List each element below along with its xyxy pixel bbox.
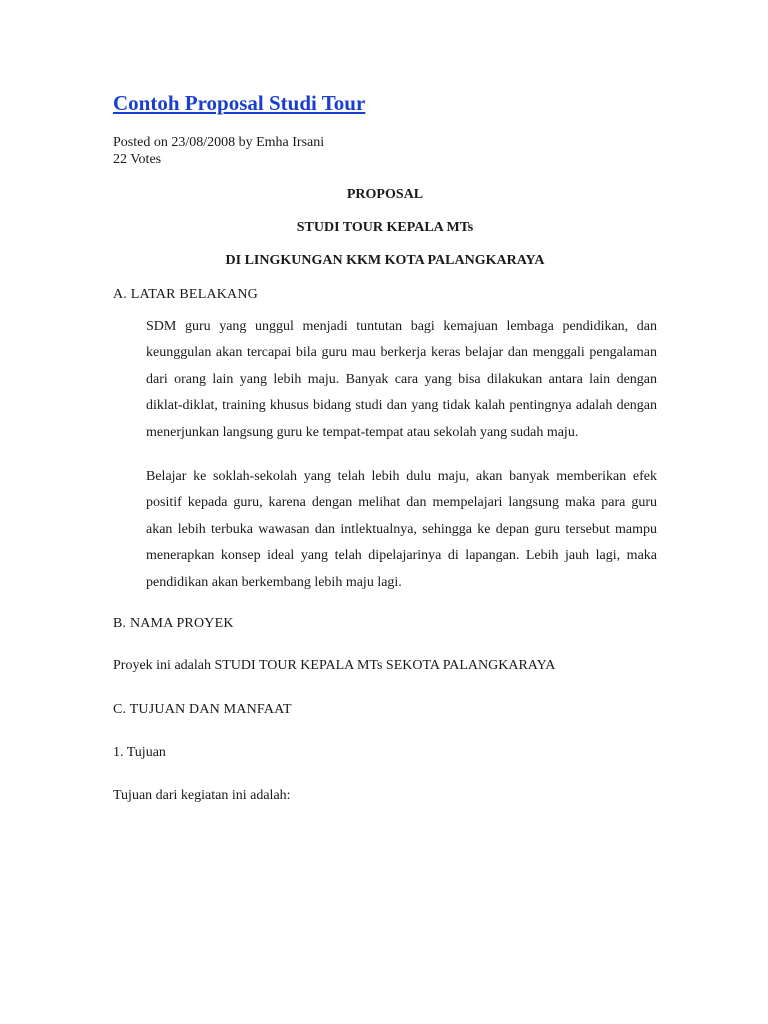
paragraph-latar-belakang-2: Belajar ke soklah-sekolah yang telah lebih dulu maju, akan banyak memberikan efek positif kepada guru, karena dengan melihat dan mempelajari langsung maka para guru akan lebih terbuka wawasan dan intlektualnya, sehingga ke depan guru tersebut mampu menerapkan konsep ideal yang telah dipelajarinya di lapangan. Lebih jauh lagi, maka pendidikan akan berkembang lebih maju lagi. [146, 469, 657, 590]
subsection-tujuan: 1. Tujuan [113, 745, 166, 761]
paragraph-nama-proyek: Proyek ini adalah STUDI TOUR KEPALA MTs SEKOTA PALANGKARAYA [113, 658, 556, 674]
doc-heading-studi-tour: STUDI TOUR KEPALA MTs [296, 220, 474, 235]
section-c-heading: C. TUJUAN DAN MANFAAT [113, 702, 292, 718]
document-page [113, 88, 657, 806]
doc-heading-lingkungan: DI LINGKUNGAN KKM KOTA PALANGKARAYA [225, 253, 545, 268]
section-a-heading: A. LATAR BELAKANG [113, 287, 258, 302]
paragraph-latar-belakang-1: SDM guru yang unggul menjadi tuntutan bagi kemajuan lembaga pendidikan, dan keunggulan akan tercapai bila guru mau berkerja keras belajar dan menggali pengalaman dari orang lain yang lebih maju. Banyak cara yang bisa dilakukan antara lain dengan diklat-diklat, training khusus bidang studi dan yang tidak kalah pentingnya adalah dengan menerjunkan langsung guru ke tempat-tempat atau sekolah yang sudah maju. [146, 319, 657, 440]
paragraph-tujuan: Tujuan dari kegiatan ini adalah: [113, 788, 291, 804]
post-meta: Posted on 23/08/2008 by Emha Irsani [113, 135, 325, 150]
section-b-heading: B. NAMA PROYEK [113, 616, 234, 632]
doc-heading-proposal: PROPOSAL [346, 187, 424, 202]
post-title-link[interactable]: Contoh Proposal Studi Tour [113, 91, 366, 115]
post-votes: 22 Votes [113, 152, 162, 167]
